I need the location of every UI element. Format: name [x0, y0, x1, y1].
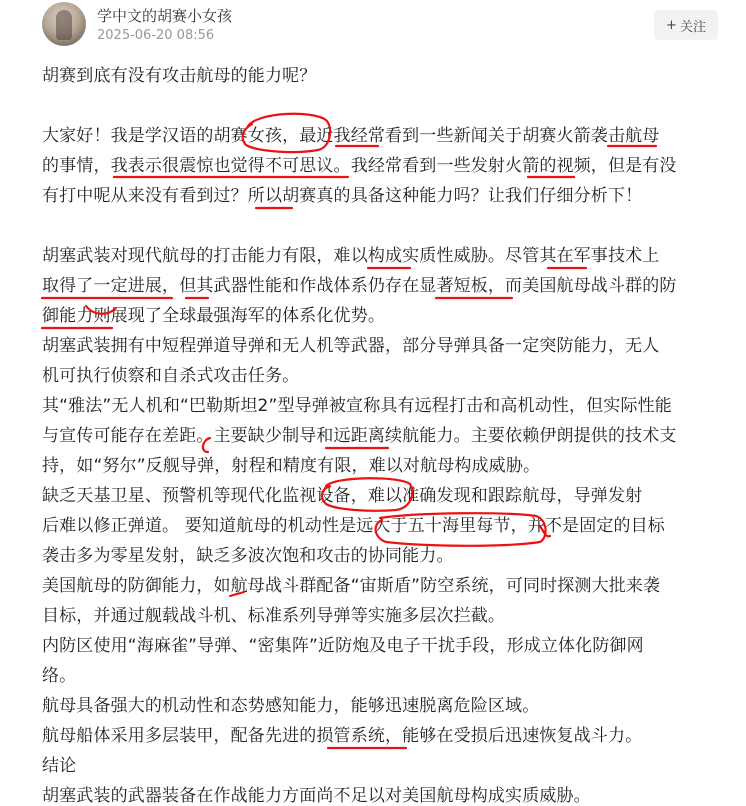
paragraph-line: 持，如“努尔”反舰导弹，射程和精度有限，难以对航母构成威胁。	[42, 456, 541, 476]
paragraph-line: 内防区使用“海麻雀”导弹、“密集阵”近防炮及电子干扰手段，形成立体化防御网	[42, 636, 644, 656]
paragraph-line: 袭击多为零星发射，缺乏多波次饱和攻击的协同能力。	[42, 546, 454, 566]
author-avatar[interactable]	[42, 2, 86, 46]
paragraph-line: 胡塞武装对现代航母的打击能力有限，难以构成实质性威胁。尽管其在军事技术上	[42, 246, 660, 266]
paragraph-line: 有打中呢从来没有看到过？所以胡赛真的具备这种能力吗？让我们仔细分析下！	[42, 186, 643, 206]
paragraph-line: 缺乏天基卫星、预警机等现代化监视设备，难以准确发现和跟踪航母，导弹发射	[42, 486, 643, 506]
paragraph-line: 与宣传可能存在差距。主要缺少制导和远距离续航能力。主要依赖伊朗提供的技术支	[42, 426, 677, 446]
plus-icon: +	[666, 17, 677, 33]
paragraph-line: 胡塞武装的武器装备在作战能力方面尚不足以对美国航母构成实质威胁。	[42, 786, 591, 806]
paragraph-line: 航母具备强大的机动性和态势感知能力，能够迅速脱离危险区域。	[42, 696, 540, 716]
paragraph-line: 大家好！我是学汉语的胡赛女孩，最近我经常看到一些新闻关于胡赛火箭袭击航母	[42, 126, 660, 146]
conclusion-heading: 结论	[42, 756, 77, 776]
paragraph-line: 络。	[42, 666, 77, 686]
paragraph-line: 其“雅法”无人机和“巴勒斯坦2”型导弹被宣称具有远程打击和高机动性，但实际性能	[42, 396, 672, 416]
red-underline-annotation	[42, 146, 656, 748]
paragraph-line: 目标，并通过舰载战斗机、标准系列导弹等实施多层次拦截。	[42, 606, 506, 626]
paragraph-line: 胡塞武装拥有中短程弹道导弹和无人机等武器，部分导弹具备一定突防能力，无人	[42, 336, 660, 356]
follow-button[interactable]	[654, 10, 718, 40]
paragraph-line: 后难以修正弹道。 要知道航母的机动性是远大于五十海里每节，并不是固定的目标	[42, 516, 665, 536]
paragraph-line: 的事情，我表示很震惊也觉得不可思议。我经常看到一些发射火箭的视频，但是有没	[42, 156, 677, 176]
author-name[interactable]: 学中文的胡赛小女孩	[97, 7, 233, 25]
follow-button-label: 关注	[679, 19, 706, 35]
post-header	[0, 0, 746, 48]
paragraph-line: 美国航母的防御能力，如航母战斗群配备“宙斯盾”防空系统，可同时探测大批来袭	[42, 576, 661, 596]
paragraph-line: 航母船体采用多层装甲，配备先进的损管系统，能够在受损后迅速恢复战斗力。	[42, 726, 643, 746]
article-title: 胡赛到底有没有攻击航母的能力呢？	[42, 66, 317, 86]
post-timestamp: 2025-06-20 08:56	[97, 28, 215, 43]
paragraph-line: 取得了一定进展，但其武器性能和作战体系仍存在显著短板，而美国航母战斗群的防	[42, 276, 677, 296]
paragraph-line: 御能力则展现了全球最强海军的体系化优势。	[42, 306, 385, 326]
paragraph-line: 机可执行侦察和自杀式攻击任务。	[42, 366, 300, 386]
